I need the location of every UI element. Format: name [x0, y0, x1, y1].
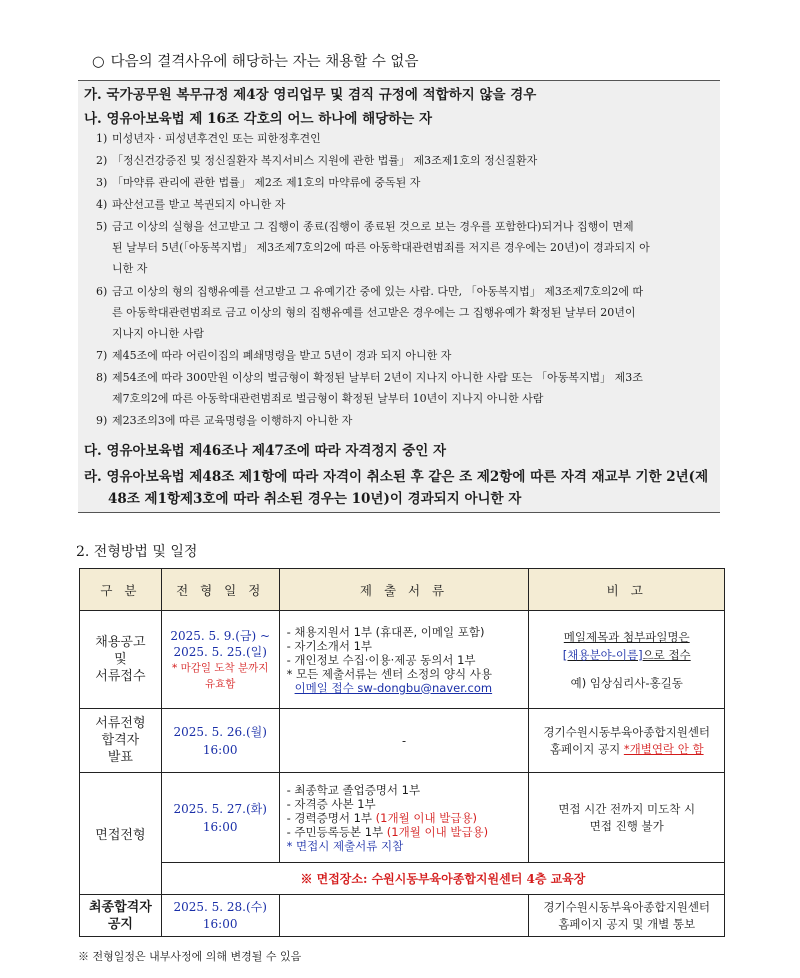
row-label: 서류전형 합격자 발표: [80, 709, 162, 773]
header-documents: 제 출 서 류: [279, 569, 529, 611]
row-label: 면접전형: [80, 773, 162, 895]
row-schedule: 2025. 5. 9.(금) ~ 2025. 5. 25.(일) * 마감일 도착 분까지 유효함: [161, 611, 279, 709]
disq-sub-6-cont: 른 아동학대관련범죄로 금고 이상의 형의 집행유예를 선고받은 경우에는 그 집행유예가 확정된 날부터 20년이: [112, 306, 636, 319]
disq-sub-5: 5) 금고 이상의 실형을 선고받고 그 집행이 종료(집행이 종료된 것으로 보는 경우를 포함한다)되거나 집행이 면제: [96, 220, 634, 233]
table-row: [80, 709, 725, 773]
row-label: 최종합격자 공지: [80, 895, 162, 937]
disq-sub-7: 7) 제45조에 따라 어린이집의 폐쇄명령을 받고 5년이 경과 되지 아니한 자: [96, 349, 452, 362]
disq-sub-5-cont: 된 날부터 5년(「아동복지법」 제3조제7호의2에 따른 아동학대관련범죄를 저지른 경우에는 20년)이 경과되지 아: [112, 241, 650, 254]
row-schedule: 2025. 5. 26.(월) 16:00: [161, 709, 279, 773]
row-remarks: 면접 시간 전까지 미도착 시 면접 진행 불가: [529, 773, 725, 863]
disq-item-a: 가. 국가공무원 복무규정 제4장 영리업무 및 겸직 규정에 적합하지 않을 경우: [84, 87, 537, 103]
row-documents: - 최종학교 졸업증명서 1부 - 자격증 사본 1부 - 경력증명서 1부 (1개월 이내 발급용) - 주민등록등본 1부 (1개월 이내 발급용) * 면접시 제출서류 지참: [279, 773, 529, 863]
circle-bullet-icon: ○: [92, 54, 105, 70]
row-documents: - 채용지원서 1부 (휴대폰, 이메일 포함) - 자기소개서 1부 - 개인정보 수집·이용·제공 동의서 1부 * 모든 제출서류는 센터 소정의 양식 사용 이메일 접수 sw-dongbu@naver.com: [279, 611, 529, 709]
disq-sub-6-cont: 지나지 아니한 사람: [112, 327, 205, 340]
row-schedule: 2025. 5. 27.(화) 16:00: [161, 773, 279, 863]
disq-sub-4: 4) 파산선고를 받고 복권되지 아니한 자: [96, 198, 286, 211]
row-remarks: 메일제목과 첨부파일명은 [채용분야-이름]으로 접수 예) 임상심리사-홍길동: [529, 611, 725, 709]
table-row: [80, 773, 725, 863]
row-documents: -: [279, 709, 529, 773]
disqualification-heading: ○ 다음의 결격사유에 해당하는 자는 채용할 수 없음: [92, 54, 419, 70]
disq-sub-2: 2) 「정신건강증진 및 정신질환자 복지서비스 지원에 관한 법률」 제3조제1호의 정신질환자: [96, 154, 538, 167]
row-label: 채용공고 및 서류접수: [80, 611, 162, 709]
disq-item-d: 라. 영유아보육법 제48조 제1항에 따라 자격이 취소된 후 같은 조 제2항에 따른 자격 재교부 기한 2년(제: [84, 469, 709, 485]
schedule-table: [79, 568, 725, 937]
disq-sub-8: 8) 제54조에 따라 300만원 이상의 벌금형이 확정된 날부터 2년이 지나지 아니한 사람 또는 「아동복지법」 제3조: [96, 371, 643, 384]
header-category: 구 분: [80, 569, 162, 611]
disq-item-d-cont: 48조 제1항제3호에 따라 취소된 경우는 10년)이 경과되지 아니한 자: [108, 491, 522, 507]
table-row: [80, 895, 725, 937]
disq-sub-1: 1) 미성년자 · 피성년후견인 또는 피한정후견인: [96, 132, 321, 145]
disq-sub-5-cont: 니한 자: [112, 262, 148, 275]
disq-sub-9: 9) 제23조의3에 따른 교육명령을 이행하지 아니한 자: [96, 414, 353, 427]
table-row: [80, 611, 725, 709]
header-remarks: 비 고: [529, 569, 725, 611]
row-remarks: 경기수원시동부육아종합지원센터 홈페이지 공지 및 개별 통보: [529, 895, 725, 937]
footnote: ※ 전형일정은 내부사정에 의해 변경될 수 있음: [78, 950, 302, 963]
disq-item-c: 다. 영유아보육법 제46조나 제47조에 따라 자격정지 중인 자: [84, 443, 447, 459]
row-schedule: 2025. 5. 28.(수) 16:00: [161, 895, 279, 937]
interview-venue: ※ 면접장소: 수원시동부육아종합지원센터 4층 교육장: [161, 863, 724, 895]
header-schedule: 전 형 일 정: [161, 569, 279, 611]
section-title: 2. 전형방법 및 일정: [76, 544, 198, 560]
disq-sub-8-cont: 제7호의2에 따른 아동학대관련범죄로 벌금형이 확정된 날부터 10년이 지나지 아니한 사람: [112, 392, 544, 405]
row-remarks: 경기수원시동부육아종합지원센터 홈페이지 공지 *개별연락 안 함: [529, 709, 725, 773]
table-row: [80, 863, 725, 895]
email-link[interactable]: 이메일 접수 sw-dongbu@naver.com: [294, 680, 493, 695]
disq-item-b: 나. 영유아보육법 제 16조 각호의 어느 하나에 해당하는 자: [84, 111, 432, 127]
row-documents: [279, 895, 529, 937]
disq-sub-6: 6) 금고 이상의 형의 집행유예를 선고받고 그 유예기간 중에 있는 사람. 다만, 「아동복지법」 제3조제7호의2에 따: [96, 285, 644, 298]
table-header-row: [80, 569, 725, 611]
disq-sub-3: 3) 「마약류 관리에 관한 법률」 제2조 제1호의 마약류에 중독된 자: [96, 176, 421, 189]
